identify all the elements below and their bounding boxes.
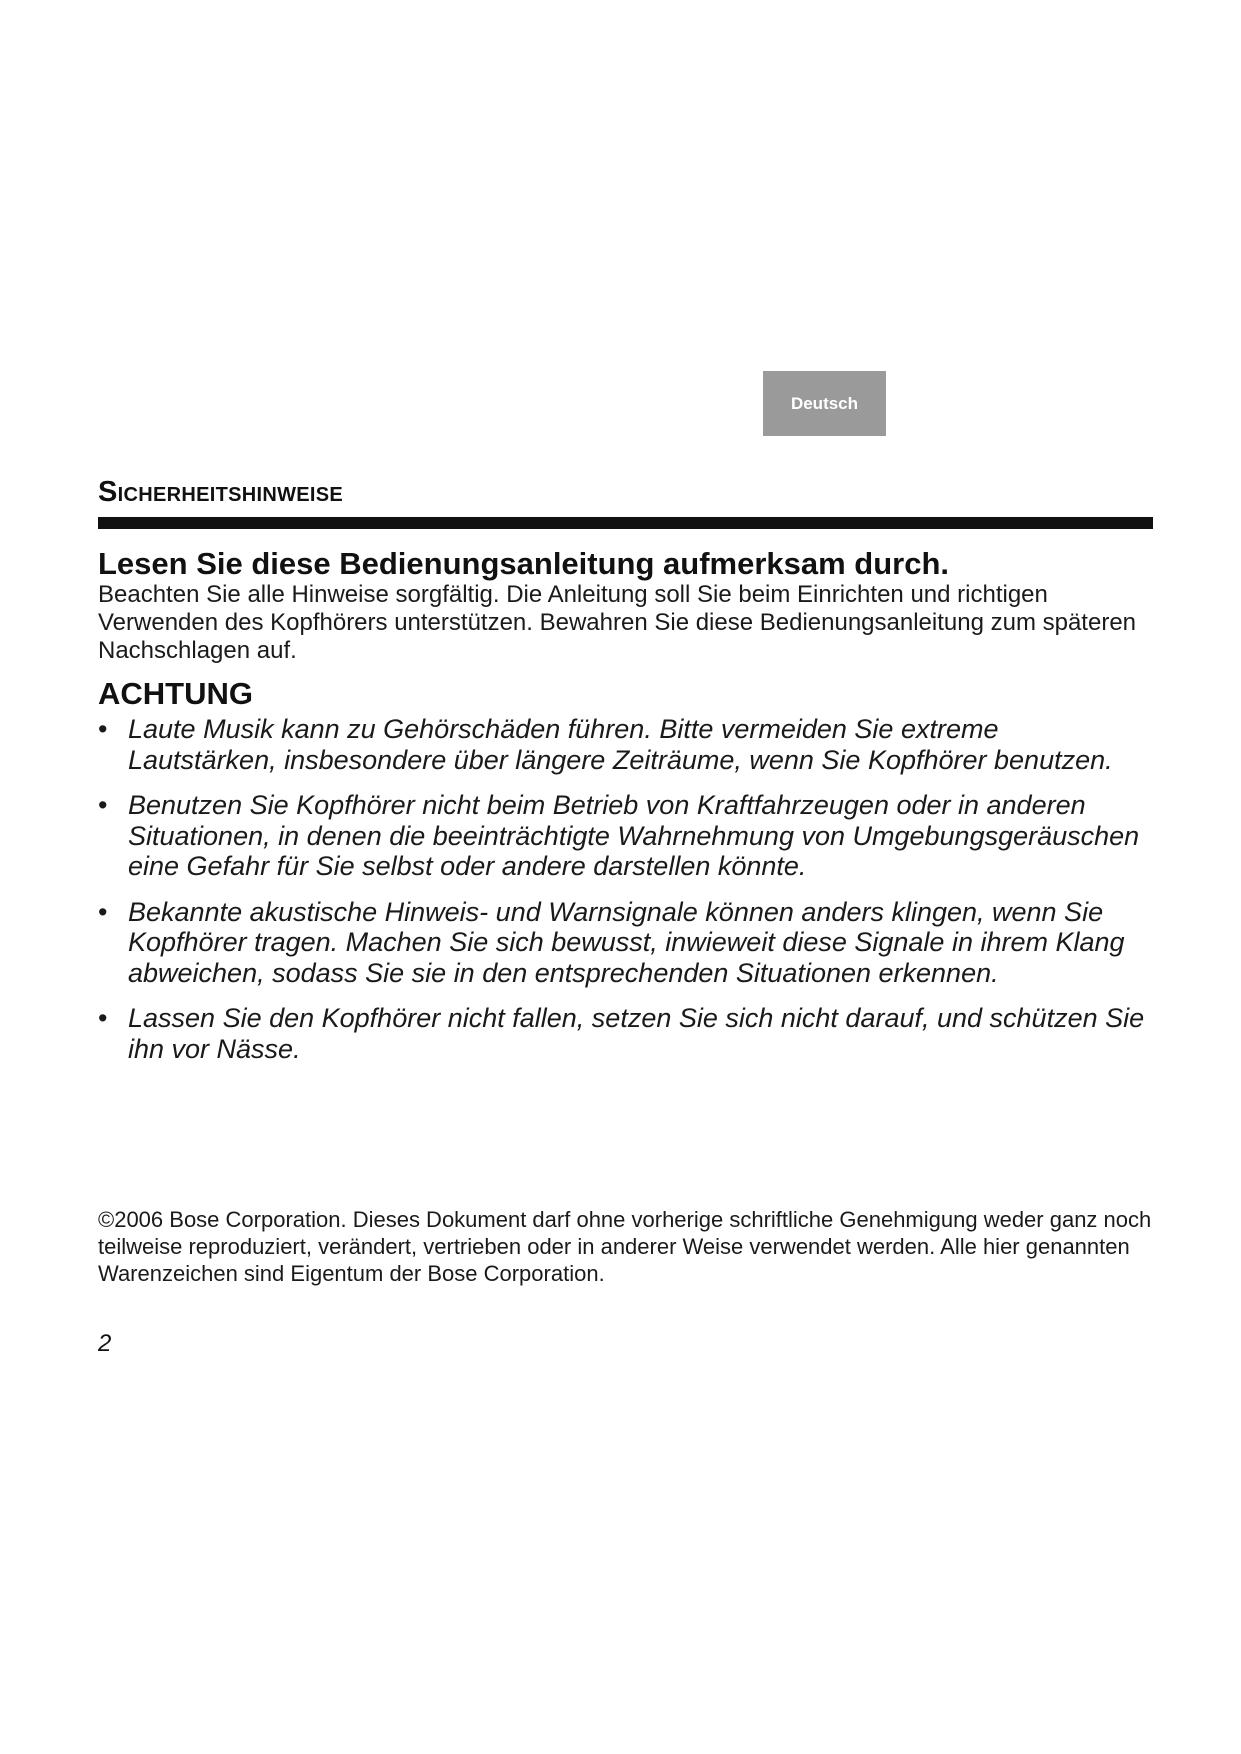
section-divider: [98, 517, 1153, 529]
bullet-icon: •: [98, 1003, 108, 1033]
page-number: 2: [98, 1330, 112, 1357]
warning-item: [98, 790, 1148, 882]
warning-item-text: Lassen Sie den Kopfhörer nicht fallen, setzen Sie sich nicht darauf, und schützen Sie ihn vor Nässe.: [128, 1003, 1145, 1064]
lead-heading: Lesen Sie diese Bedienungsanleitung aufmerksam durch.: [98, 546, 950, 581]
section-title: Sicherheitshinweise: [98, 476, 344, 508]
warning-heading: ACHTUNG: [98, 676, 253, 711]
bullet-icon: •: [98, 714, 108, 744]
bullet-icon: •: [98, 790, 108, 820]
warning-item-text: Bekannte akustische Hinweis- und Warnsignale können anders klingen, wenn Sie Kopfhörer tragen. Machen Sie sich bewusst, inwieweit diese Signale in ihrem Klang abweichen, sodass Sie sie in den entsprechenden Situationen erkennen.: [128, 896, 1125, 988]
warning-item: [98, 714, 1148, 775]
warning-item: [98, 1003, 1148, 1064]
intro-paragraph: Beachten Sie alle Hinweise sorgfältig. Die Anleitung soll Sie beim Einrichten und richtigen Verwenden des Kopfhörers unterstützen. Bewahren Sie diese Bedienungsanleitung zum späteren Nachschlagen auf.: [98, 581, 1137, 664]
warning-item-text: Laute Musik kann zu Gehörschäden führen. Bitte vermeiden Sie extreme Lautstärken, insbesondere über längere Zeiträume, wenn Sie Kopfhörer benutzen.: [128, 714, 1113, 775]
warning-list: [98, 714, 1148, 1079]
warning-item-text: Benutzen Sie Kopfhörer nicht beim Betrieb von Kraftfahrzeugen oder in anderen Situationen, in denen die beeinträchtigte Wahrnehmung von Umgebungsgeräuschen eine Gefahr für Sie selbst oder andere darstellen könnte.: [128, 790, 1140, 881]
bullet-icon: •: [98, 896, 108, 927]
language-tab: Deutsch: [763, 371, 886, 436]
copyright-notice: ©2006 Bose Corporation. Dieses Dokument darf ohne vorherige schriftliche Genehmigung weder ganz noch teilweise reproduziert, verändert, vertrieben oder in anderer Weise verwendet werden. Alle hier genannten Warenzeichen sind Eigentum der Bose Corporation.: [98, 1207, 1152, 1286]
warning-item: [98, 897, 1148, 989]
